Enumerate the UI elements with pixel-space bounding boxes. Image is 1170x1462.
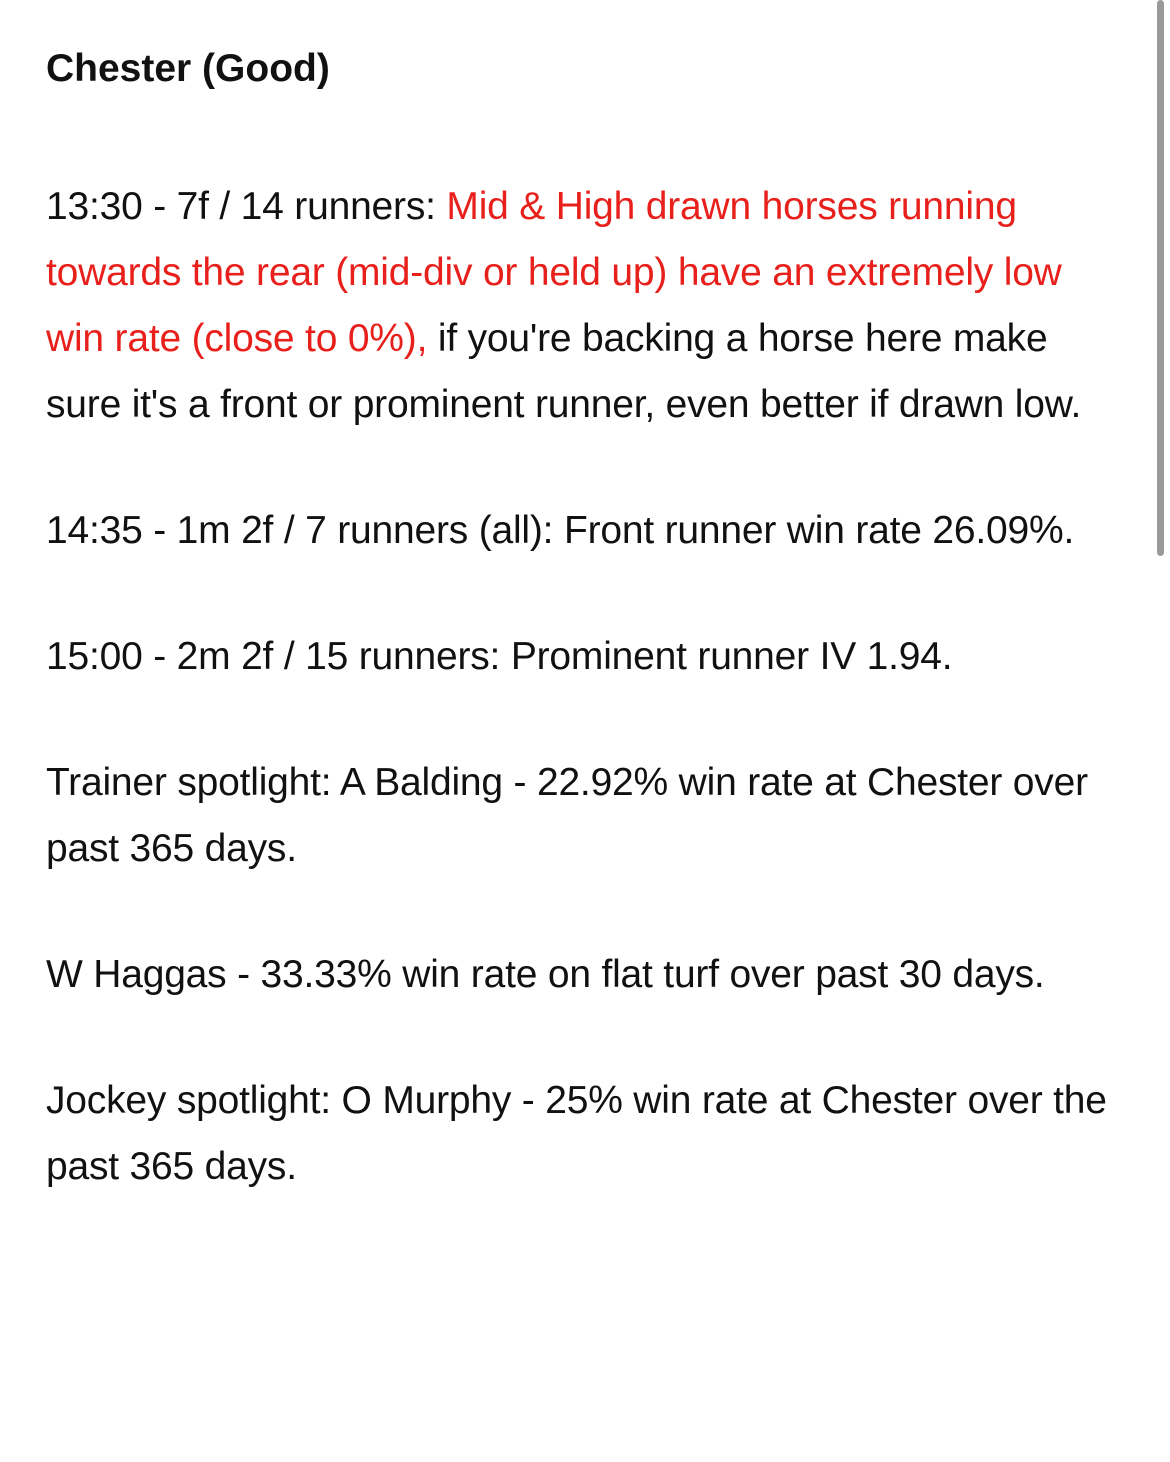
- trainer-spotlight-haggas: W Haggas - 33.33% win rate on flat turf over past 30 days.: [46, 953, 1045, 996]
- race-1500-note: 15:00 - 2m 2f / 15 runners: Prominent runner IV 1.94.: [46, 635, 953, 678]
- jockey-spotlight-murphy: Jockey spotlight: O Murphy - 25% win rate at Chester over the past 365 days.: [46, 1079, 1107, 1188]
- trainer-spotlight-balding: Trainer spotlight: A Balding - 22.92% win rate at Chester over past 365 days.: [46, 761, 1088, 870]
- race-1330-lead: 13:30 - 7f / 14 runners:: [46, 185, 447, 228]
- message-body: [46, 40, 1126, 1260]
- vertical-scrollbar[interactable]: [1157, 0, 1164, 556]
- race-1330-rest: if you're backing a horse here make sure it's a front or prominent runner, even better if drawn low.: [46, 317, 1082, 426]
- race-1330-note: [46, 174, 1126, 438]
- course-heading: Chester (Good): [46, 47, 330, 90]
- race-1435-note: 14:35 - 1m 2f / 7 runners (all): Front runner win rate 26.09%.: [46, 509, 1075, 552]
- race-1330-highlight: Mid & High drawn horses running towards the rear (mid-div or held up) have an extremely low win rate (close to 0%),: [46, 185, 1062, 360]
